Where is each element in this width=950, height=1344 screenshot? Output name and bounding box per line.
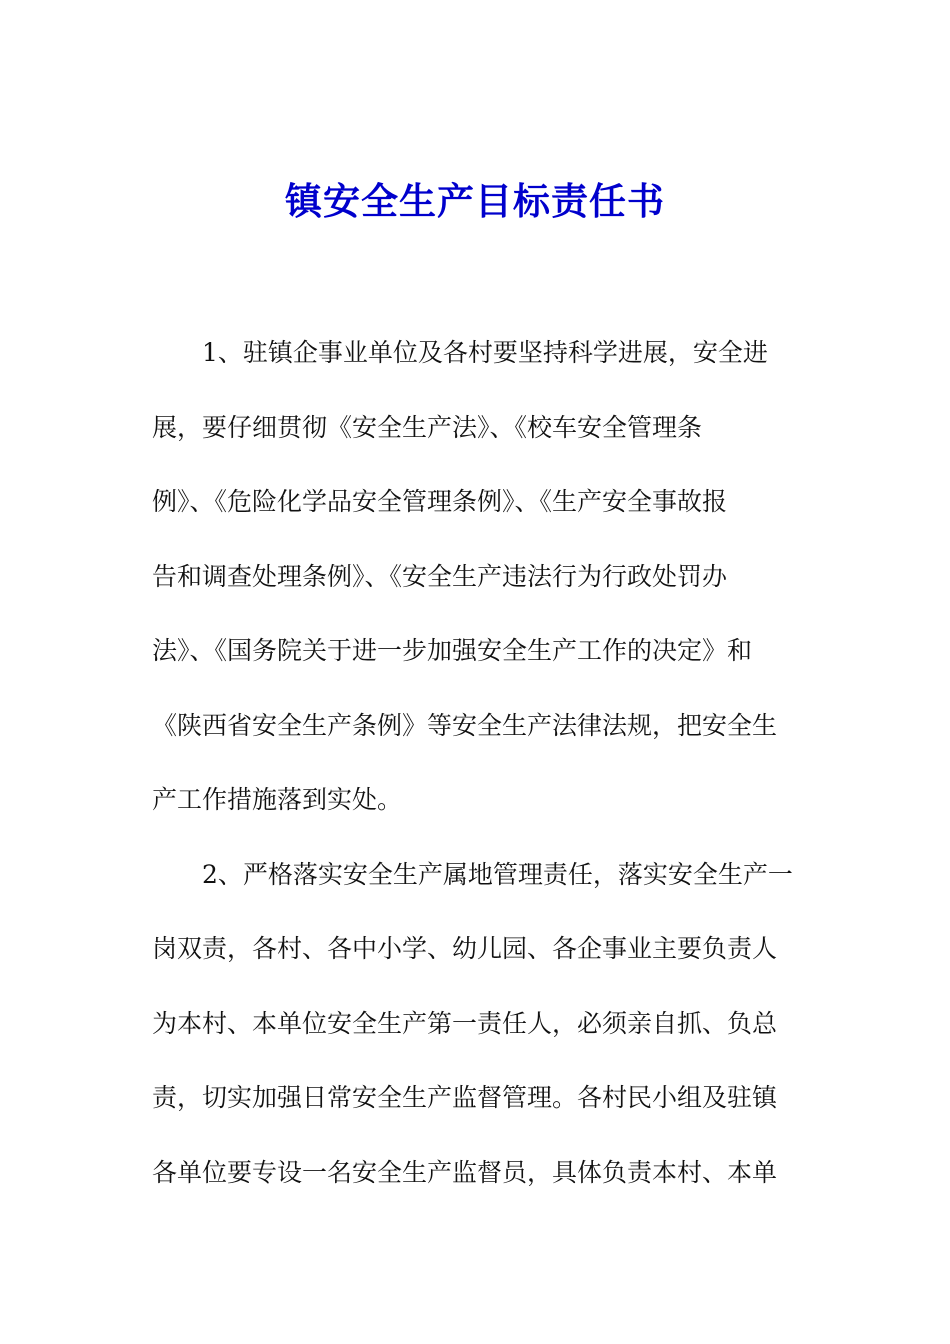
document-body <box>152 328 804 1222</box>
document-title: 镇安全生产目标责任书 <box>285 179 665 223</box>
paragraph-1-line-7: 产工作措施落到实处。 <box>152 785 403 814</box>
paragraph-2-line-5: 各单位要专设一名安全生产监督员，具体负责本村、本单 <box>152 1157 778 1187</box>
paragraph-1-line-3: 例》、《危险化学品安全管理条例》、《生产安全事故报 <box>152 487 728 516</box>
paragraph-2-line-3: 为本村、本单位安全生产第一责任人，必须亲自抓、负总 <box>152 1008 778 1038</box>
paragraph-2-line-1: 2、严格落实安全生产属地管理责任，落实安全生产一 <box>202 859 793 889</box>
paragraph-1-line-1: 1、驻镇企事业单位及各村要坚持科学进展，安全进 <box>202 338 768 367</box>
paragraph-1-line-4: 告和调查处理条例》、《安全生产违法行为行政处罚办 <box>152 561 728 591</box>
paragraph-2-line-4: 责，切实加强日常安全生产监督管理。各村民小组及驻镇 <box>152 1083 778 1112</box>
paragraph-1-line-2: 展，要仔细贯彻《安全生产法》、《校车安全管理条 <box>152 412 703 442</box>
paragraph-1-line-5: 法》、《国务院关于进一步加强安全生产工作的决定》和 <box>152 636 753 665</box>
paragraph-1-line-6: 《陕西省安全生产条例》等安全生产法律法规，把安全生 <box>152 710 778 740</box>
paragraph-2-line-2: 岗双责，各村、各中小学、幼儿园、各企事业主要负责人 <box>152 934 778 963</box>
